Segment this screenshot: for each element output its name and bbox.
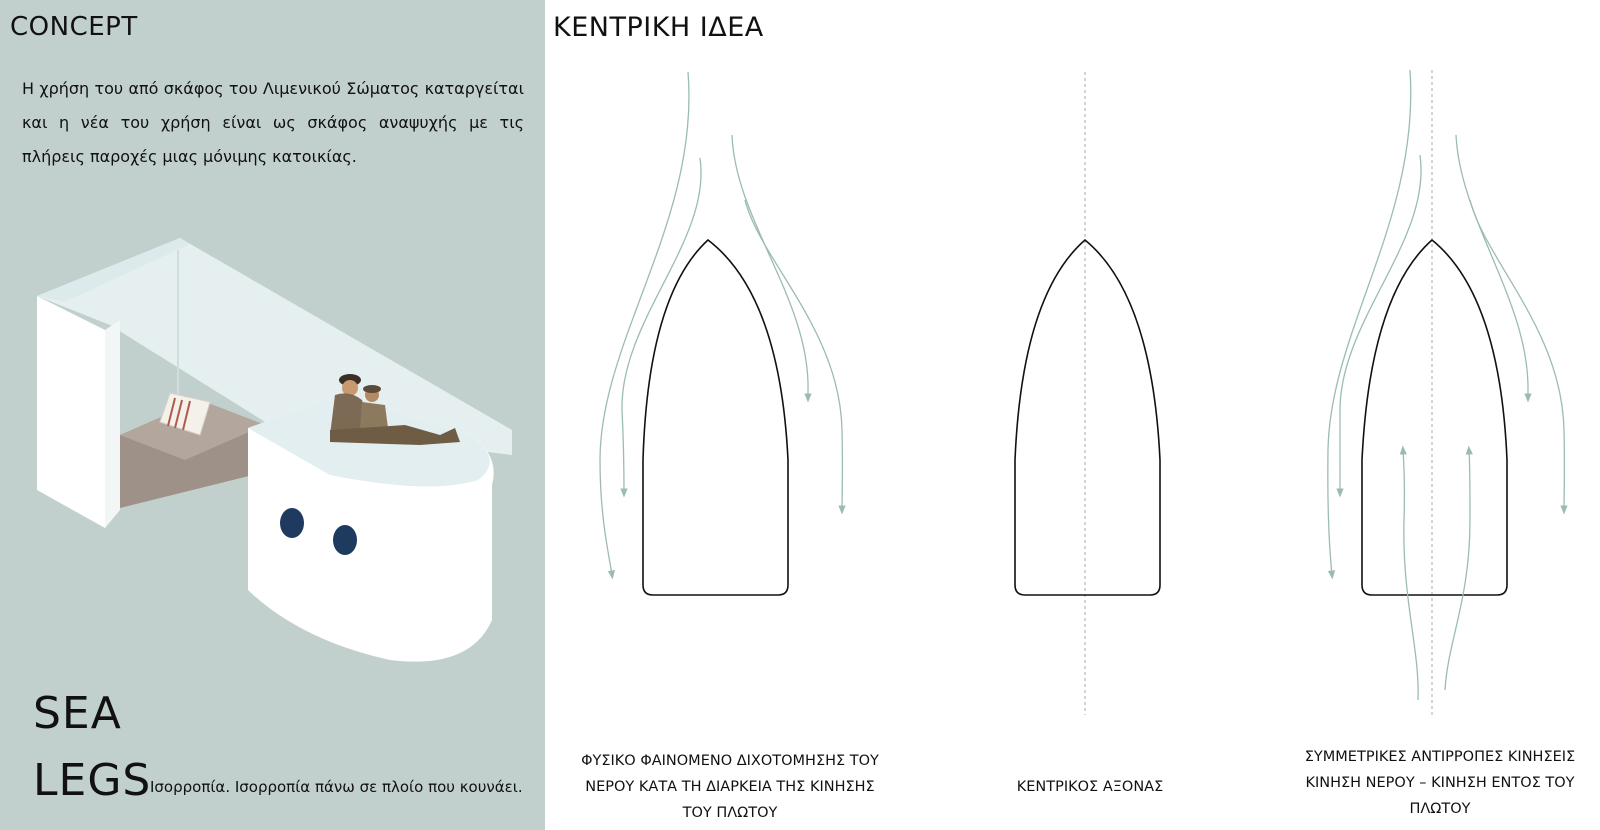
flow-arrow-up	[1445, 450, 1470, 690]
sea-heading: SEA	[33, 688, 122, 739]
concept-panel	[0, 0, 545, 830]
left-wall-side	[105, 320, 120, 528]
caption-symmetric-motions: ΣΥΜΜΕΤΡΙΚΕΣ ΑΝΤΙΡΡΟΠΕΣ ΚΙΝΗΣΕΙΣ ΚΙΝΗΣΗ ΝΕΡΟΥ – ΚΙΝΗΣΗ ΕΝΤΟΣ ΤΟΥ ΠΛΩΤΟΥ	[1304, 749, 1576, 817]
caption-central-axis: ΚΕΝΤΡΙΚΟΣ ΑΞΟΝΑΣ	[1016, 779, 1164, 795]
flow-arrow	[732, 135, 808, 398]
flow-arrow	[1470, 200, 1564, 510]
hull-outline	[643, 240, 788, 595]
concept-title: CONCEPT	[10, 12, 138, 42]
diagram-water-split	[600, 72, 842, 595]
diagram-central-axis	[1015, 72, 1160, 715]
porthole	[333, 525, 357, 555]
flow-arrow-up	[1403, 450, 1418, 700]
hull-outline	[1015, 240, 1160, 595]
diagram-symmetric-motions	[1328, 70, 1565, 715]
left-wall	[37, 296, 105, 528]
flow-arrow	[1340, 155, 1421, 493]
concept-paragraph: Η χρήση του από σκάφος του Λιμενικού Σώματος καταργείται και η νέα του χρήση είναι ως σκάφος αναψυχής με τις πλήρεις παροχές μιας μόνιμης κατοικίας.	[22, 79, 524, 166]
central-idea-title: ΚΕΝΤΡΙΚΗ ΙΔΕΑ	[553, 12, 764, 43]
caption-water-split: ΦΥΣΙΚΟ ΦΑΙΝΟΜΕΝΟ ΔΙΧΟΤΟΜΗΣΗΣ ΤΟΥ ΝΕΡΟΥ ΚΑΤΑ ΤΗ ΔΙΑΡΚΕΙΑ ΤΗΣ ΚΙΝΗΣΗΣ ΤΟΥ ΠΛΩΤΟΥ	[581, 753, 879, 821]
flow-arrow	[1328, 70, 1411, 575]
boat-diagrams	[545, 0, 1600, 830]
flow-arrow	[745, 200, 842, 510]
hull-outline	[1362, 240, 1507, 595]
legs-heading: LEGS	[33, 755, 152, 806]
porthole	[280, 508, 304, 538]
flow-arrow	[1456, 135, 1528, 398]
isometric-boat-illustration	[0, 230, 545, 690]
legs-caption: Ισορροπία. Ισορροπία πάνω σε πλοίο που κουνάει.	[150, 778, 523, 796]
